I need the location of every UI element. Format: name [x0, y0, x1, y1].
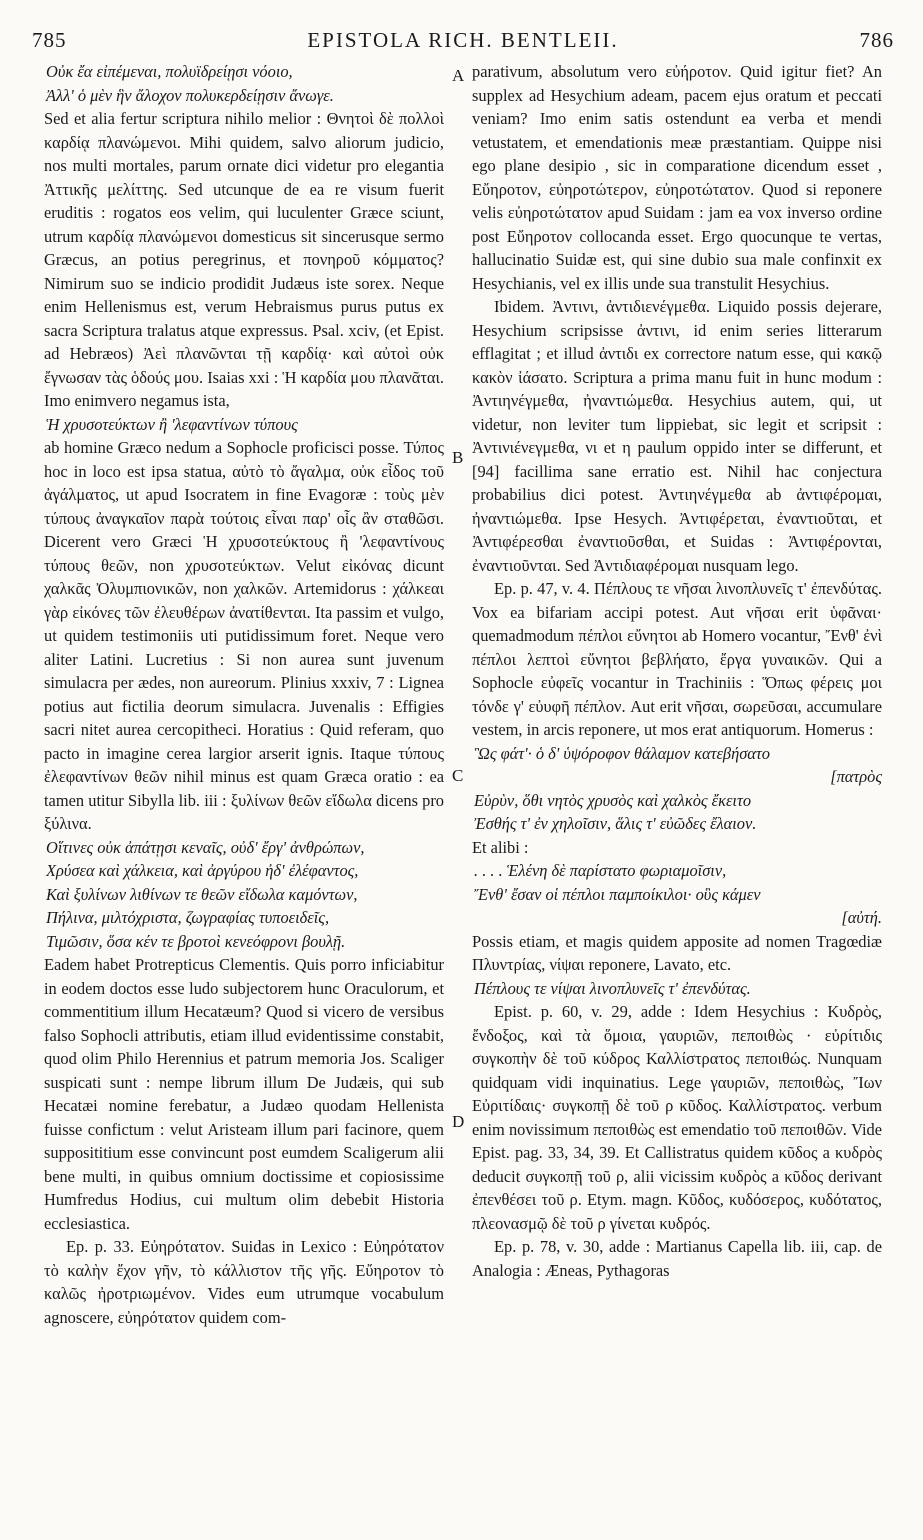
verse-line: Εὐρὺν, ὅθι νητὸς χρυσὸς καὶ χαλκὸς ἔκειτο: [474, 790, 752, 810]
paragraph: ab homine Græco nedum a Sophocle proficisci posse. Τύπος hoc in loco est ipsa statua, αὐτὸ τὸ ἄγαλμα, οὐκ εἶδος τοῦ ἀγάλματος, ut apud Isocratem in fine Evagoræ : τοὺς μὲν τύπους ἀναγκαῖον παρὰ τούτοις εἶναι παρ' οἷς ἂν σταθῶσι. Dicerent vero Græci Ἡ χρυσοτεύκτους ἢ 'λεφαντίνους τύπους θεῶν, non χρυσοτεύκτων. Velut εἰκόνας dicunt χαλκᾶς Ὀλυμπιονικῶν, non χαλκῶν. Artemidorus : χάλκεαι γὰρ εἰκόνες τῶν ἐλευθέρων ἀνατίθενται. Ita passim et vulgo, ut quidem testimoniis uti putidissimum foret. Neque vero aliter Latini. Lucretius : Si non aurea sunt juvenum simulacra per ædes, non aureorum. Plinius xxxiv, 7 : Lignea potius aut fictilia deorum simulacra. Juvenalis : Effigies sacri nitet aurea cercopitheci. Horatius : Quid referam, quo pacto in imagine cerea largior arserit ignis. Itaque τύπους ἐλεφαντίνων θεῶν nihil minus est quam Græca oratio : ea tamen utitur Sibylla lib. iii : ξυλίνων θεῶν εἴδωλα dicens pro ξύλινα.: [44, 438, 444, 833]
margin-marker-c: C: [452, 766, 464, 785]
verse-line: Τιμῶσιν, ὅσα κέν τε βροτοὶ κενεόφρονι βουλῇ.: [46, 931, 346, 951]
right-column: [472, 60, 882, 1282]
margin-marker-b: B: [452, 448, 464, 467]
verse-line: Οὐκ ἔα εἰπέμεναι, πολυϊδρείῃσι νόοιο,: [46, 62, 293, 81]
paragraph: Et alibi :: [472, 837, 529, 857]
verse-line: Ἀλλ' ὁ μὲν ἣν ἄλοχον πολυκερδείῃσιν ἄνωγε.: [46, 85, 334, 105]
paragraph: Ep. p. 33. Εὐηρότατον. Suidas in Lexico : Εὐηρότατον τὸ καλὴν ἔχον γῆν, τὸ κάλλιστον τῆς γῆς. Εὔηροτον τὸ καλῶς ἠροτριωμένον. Vides eum utrumque vocabulum agnoscere, εὐηρότατον quidem com-: [44, 1237, 444, 1327]
paragraph: Epist. p. 60, v. 29, adde : Idem Hesychius : Κυδρὸς, ἔνδοξος, καὶ τὰ ὅμοια, γαυριῶν, πεποιθὼς · εὐρίτιδις συγκοπὴν δὲ τοῦ κύδρος Καλλίστρατος πεποιθώς. Nunquam quidquam vidi inquinatius. Lege γαυριῶν, πεποιθὼς, Ἴων Εὐριτίδαις· συγκοπῇ δὲ τοῦ ρ κῦδος. Καλλίστρατος. verbum enim novissimum πεποιθὼς est emendatio τοῦ πεποιθῶν. Vide Epist. pag. 33, 34, 39. Et Callistratus quidem κῦδος a κυδρὸς deducit συγκοπῇ τοῦ ρ, alii vicissim κυδρὸς a κῦδος derivant ἐπενθέσει τοῦ ρ. Etym. magn. Κῦδος, κυδόσερος, κυδότατος, πλεονασμῷ δὲ τοῦ ρ γίνεται κυδρός.: [472, 1002, 882, 1233]
margin-marker-a: A: [452, 66, 465, 85]
verse-continuation: [αὐτή.: [841, 908, 882, 927]
verse-continuation: [πατρὸς: [830, 767, 882, 786]
paragraph: Ep. p. 78, v. 30, adde : Martianus Capella lib. iii, cap. de Analogia : Æneas, Pythagoras: [472, 1237, 882, 1280]
running-title: EPISTOLA RICH. BENTLEII.: [307, 28, 619, 52]
paragraph: parativum, absolutum vero εὐήροτον. Quid igitur fiet? An supplex ad Hesychium adeam, pacem ejus oratum et peccati veniam? Imo enim satis ostendunt ea verba et mendi vetustatem, et emendationis meæ præstantiam. Quippe nisi ego plane desipio , sic in comparatione dicendum esset , Εὔηροτον, εὐηροτώτερον, εὐηροτώτατον. Quod si reponere velis εὐηροτώτατον apud Suidam : jam ea vox inverso ordine post Εὔηροτον collocanda esset. Ergo quocunque te vertas, hallucinatio Suidæ est, qui sine dubio sua male confinxit ex Hesychianis, vel ex illis unde sua transtulit Hesychius.: [472, 62, 882, 293]
page-number-left: 785: [32, 28, 67, 52]
verse-line: Ἡ χρυσοτεύκτων ἢ 'λεφαντίνων τύπους: [46, 414, 298, 434]
page-number-right: 786: [859, 28, 894, 52]
left-column: [44, 60, 444, 1329]
verse-line: Πέπλους τε νίψαι λινοπλυνεῖς τ' ἐπενδύτας.: [474, 978, 751, 998]
verse-line: . . . . Ἑλένη δὲ παρίστατο φωριαμοῖσιν,: [474, 861, 727, 880]
paragraph: Ep. p. 47, v. 4. Πέπλους τε νῆσαι λινοπλυνεῖς τ' ἐπενδύτας. Vox ea bifariam accipi potest. Aut νῆσαι erit ὑφᾶναι· quemadmodum πέπλοι εὔνητοι ab Homero vocantur, Ἔνθ' ἐνὶ πέπλοι λεπτοὶ εὔνητοι βεβλήατο, ἔργα γυναικῶν. Qui a Sophocle εὐφεῖς vocantur in Trachiniis : Ὅπως φέρεις μοι τόνδε γ' εὐυφῆ πέπλον. Aut erit νῆσαι, σωρεῦσαι, accumulare vestem, in arcis reponere, ut mos erat antiquorum. Homerus :: [472, 579, 882, 739]
verse-line: Πήλινα, μιλτόχριστα, ζωγραφίας τυποειδεῖς,: [46, 908, 330, 927]
verse-line: Οἵτινες οὐκ ἀπάτῃσι κεναῖς, οὐδ' ἔργ' ἀνθρώπων,: [46, 837, 365, 857]
paragraph: Eadem habet Protrepticus Clementis. Quis porro inficiabitur in eodem doctos esse ludo subjectorem hunc Oraculorum, et commentitium illum Hecatæum? Quod si vicero de versibus falso Sophocli attributis, etiam illud evidentissime constabit, quod olim Philo Herennius et patrum memoria Jos. Scaliger suspicati sunt : nempe librum illum De Judæis, qui sub Hecatæi nomine ferebatur, a Judæo quodam Hellenista fuisse confictum : velut Aristeam illum pari facinore, quem supposititium esse convincunt post eumdem Scaligerum alii bene multi, in quibus omnium doctissime et copiosissime Humfredus Hodius, cui multum olim debebit Historia ecclesiastica.: [44, 955, 444, 1233]
paragraph: Possis etiam, et magis quidem apposite ad nomen Tragœdiæ Πλυντρίας, νίψαι reponere, Lavato, etc.: [472, 931, 882, 974]
verse-line: Ἔνθ' ἔσαν οἱ πέπλοι παμποίκιλοι· οὓς κάμεν: [474, 884, 761, 904]
margin-marker-d: D: [452, 1112, 465, 1131]
paragraph: Ibidem. Ἀντινι, ἀντιδιενέγμεθα. Liquido possis dejerare, Hesychium scripsisse ἀντινι, id enim series litterarum efflagitat ; et illud ἀντιδι ex correctore natum esse, qui κακῷ κακὸν ἰάσατο. Scriptura a prima manu fuit in hunc modum : Ἀντιηνέγμεθα, ἠναντιώμεθα. Hesychius autem, qui, ut videtur, non leviter tum lippiebat, sic legit et scripsit : Ἀντινιένεγμεθα, νι et η paulum oppido inter se differunt, et [94] facillima sane erratio est. Nihil hac conjectura probabilius dici potest. Ἀντιηνέγμεθα ab ἀντιφέρομαι, ἠναντιώμεθα. Ipse Hesych. Ἀντιφέρεται, ἐναντιοῦται, et Ἀντιφέρεσθαι ἐναντιοῦσθαι, et Suidas : Ἀντιφέρονται, ἐναντιοῦνται. Sed Ἀντιδιαφέρομαι nusquam lego.: [472, 297, 882, 575]
running-header: [32, 28, 894, 58]
verse-line: Ἐσθής τ' ἐν χηλοῖσιν, ἅλις τ' εὐῶδες ἔλαιον.: [474, 814, 757, 833]
verse-line: Χρύσεα καὶ χάλκεια, καὶ ἀργύρου ἠδ' ἐλέφαντος,: [46, 861, 359, 880]
verse-line: Καὶ ξυλίνων λιθίνων τε θεῶν εἴδωλα καμόντων,: [46, 884, 358, 904]
verse-line: Ὣς φάτ'· ὁ δ' ὑψόροφον θάλαμον κατεβήσατο: [474, 743, 770, 763]
paragraph: Sed et alia fertur scriptura nihilo melior : Θνητοὶ δὲ πολλοὶ καρδίᾳ πλανώμενοι. Mihi quidem, salvo aliorum judicio, nos multi mortales, parum ornate dici videtur pro elegantia Ἀττικῆς μελίττης. Sed utcunque de ea re visum fuerit eruditis : rogatos eos velim, qui luculenter Græce sciunt, utrum καρδίᾳ πλανώμενοι domesticus sit sincerusque sermo Græcus, an potius peregrinus, et πονηροῦ κόμματος? Nimirum suo se indicio prodidit Judæus iste sorex. Neque enim Hellenismus est, verum Hebraismus purus putus ex sacra Scriptura tralatus atque expressus. Psal. xciv, (et Epist. ad Hebræos) Ἀεὶ πλανῶνται τῇ καρδίᾳ· καὶ αὐτοὶ οὐκ ἔγνωσαν τὰς ὁδούς μου. Isaias xxi : Ἡ καρδία μου πλανᾶται. Imo enimvero negamus ista,: [44, 109, 444, 410]
